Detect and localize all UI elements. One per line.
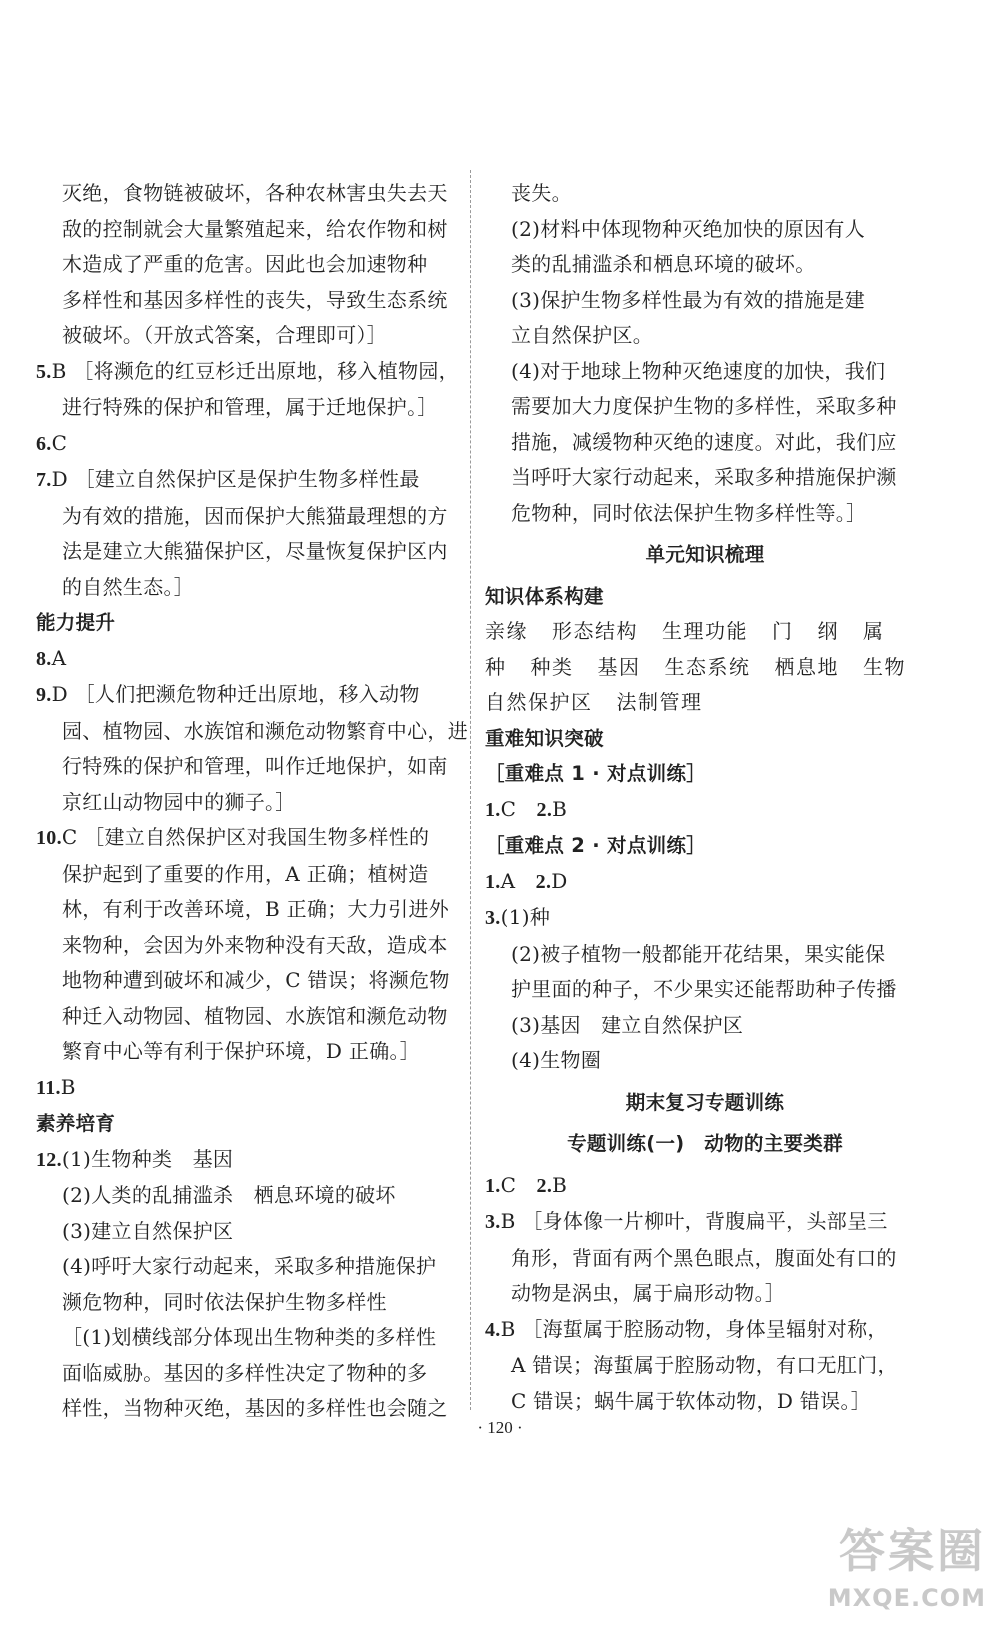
answer-text: 被破坏。（开放式答案，合理即可）］ — [62, 323, 388, 347]
answer-text: A 错误；海蜇属于腔肠动物，有口无肛门， — [511, 1353, 898, 1377]
text-line — [36, 499, 476, 535]
answer-text: 进行特殊的保护和管理，属于迁地保护。］ — [62, 395, 438, 419]
question-number: 11. — [36, 1076, 61, 1099]
answer-text: 重难知识突破 — [485, 726, 604, 750]
answer-text: ［重难点 2 · 对点训练］ — [485, 834, 707, 857]
keyword: 基因 — [597, 654, 641, 679]
answer-text: (2)人类的乱捕滥杀 栖息环境的破坏 — [62, 1183, 396, 1207]
text-line — [485, 176, 925, 212]
answer-item — [36, 354, 476, 391]
answer-text: 样性，当物种灭绝，基因的多样性也会随之 — [62, 1396, 448, 1420]
keyword: 纲 — [817, 619, 839, 643]
text-line — [485, 1276, 925, 1312]
answer-text: (1)种 — [500, 905, 551, 929]
answer-text: 需要加大力度保护生物的多样性，采取多种 — [511, 394, 897, 418]
answer-text: 知识体系构建 — [485, 584, 604, 608]
text-line — [485, 212, 925, 248]
section-heading — [485, 1126, 925, 1162]
text-line — [36, 283, 476, 319]
text-line — [485, 283, 925, 319]
text-line — [485, 354, 925, 390]
answer-text: 立自然保护区。 — [511, 323, 654, 347]
answer-text: 专题训练(一) 动物的主要类群 — [567, 1132, 843, 1155]
text-line — [36, 999, 476, 1035]
text-line — [485, 972, 925, 1008]
text-line — [36, 570, 476, 606]
text-line — [36, 212, 476, 248]
answer-text: 林，有利于改善环境，B 正确；大力引进外 — [62, 897, 450, 921]
section-heading — [485, 721, 925, 757]
answer-text: (1)生物种类 基因 — [61, 1146, 234, 1171]
text-line — [485, 425, 925, 461]
text-line — [485, 496, 925, 532]
section-heading — [36, 1106, 476, 1142]
question-number: 2. — [535, 870, 552, 893]
section-heading — [485, 537, 925, 573]
answer-text: (4)呼吁大家行动起来，采取多种措施保护 — [62, 1254, 437, 1278]
answer-item — [485, 1312, 925, 1349]
answer-item — [36, 1070, 476, 1107]
answer-item — [485, 900, 925, 937]
question-number: 2. — [536, 798, 553, 821]
text-line — [36, 1249, 476, 1285]
answer-text: B — [60, 1074, 76, 1099]
answer-text: 丧失。 — [511, 181, 572, 205]
keyword-row — [485, 614, 925, 650]
section-heading — [485, 828, 925, 864]
answer-text: D ［建立自然保护区是保护生物多样性最 — [51, 467, 420, 491]
answer-text: 灭绝，食物链被破坏，各种农林害虫失去天 — [62, 181, 448, 205]
answer-item — [485, 1168, 925, 1205]
text-line — [36, 928, 476, 964]
text-line — [36, 534, 476, 570]
answer-text: 当呼吁大家行动起来，采取多种措施保护濒 — [511, 465, 897, 489]
answer-text: 类的乱捕滥杀和栖息环境的破坏。 — [511, 252, 816, 276]
keyword: 属 — [863, 619, 885, 643]
answer-text: C ［建立自然保护区对我国生物多样性的 — [61, 825, 430, 849]
text-line — [36, 785, 476, 821]
answer-text: 保护起到了重要的作用，A 正确；植树造 — [62, 861, 429, 886]
answer-text: B ［将濒危的红豆杉迁出原地，移入植物园， — [51, 358, 459, 383]
answer-text: 的自然生态。］ — [62, 574, 195, 599]
text-line — [36, 1285, 476, 1321]
answer-text: (3)基因 建立自然保护区 — [511, 1012, 744, 1037]
answer-text: (3)建立自然保护区 — [62, 1218, 234, 1243]
answer-text: 多样性和基因多样性的丧失，导致生态系统 — [62, 287, 448, 312]
keyword: 法制管理 — [616, 690, 703, 714]
answer-text: C — [51, 430, 68, 455]
text-line — [36, 390, 476, 426]
section-heading — [485, 756, 925, 792]
text-line — [36, 1034, 476, 1070]
section-heading — [36, 605, 476, 641]
text-line — [485, 1043, 925, 1079]
text-line — [485, 318, 925, 354]
text-line — [36, 1356, 476, 1392]
answer-text: 护里面的种子，不少果实还能帮助种子传播 — [511, 977, 897, 1001]
text-line — [36, 749, 476, 785]
answer-item — [485, 1204, 925, 1241]
answer-text: 面临威胁。基因的多样性决定了物种的多 — [62, 1360, 428, 1385]
right-column — [485, 176, 925, 1419]
question-number: 7. — [36, 469, 52, 491]
keyword-row — [485, 650, 925, 686]
answer-text: 来物种，会因为外来物种没有天敌，造成本 — [62, 932, 448, 957]
text-line — [485, 1008, 925, 1044]
question-number: 5. — [36, 360, 52, 383]
answer-text: 地物种遭到破坏和减少，C 错误；将濒危物 — [62, 968, 450, 992]
keyword: 种类 — [530, 654, 574, 679]
keyword: 形态结构 — [552, 619, 638, 643]
answer-text: B — [552, 796, 568, 821]
answer-text: 行特殊的保护和管理，叫作迁地保护，如南 — [62, 754, 448, 778]
answer-text: C — [500, 796, 537, 821]
answer-item — [36, 462, 476, 499]
answer-text: 能力提升 — [36, 611, 116, 634]
watermark-url: MXQE.COM — [827, 1584, 986, 1612]
answer-text: 濒危物种，同时依法保护生物多样性 — [62, 1289, 387, 1314]
answer-text: 法是建立大熊猫保护区，尽量恢复保护区内 — [62, 539, 448, 563]
text-line — [36, 1320, 476, 1356]
question-number: 4. — [485, 1318, 501, 1341]
keyword: 生理功能 — [662, 619, 748, 643]
question-number: 6. — [36, 432, 52, 455]
text-line — [36, 247, 476, 283]
keyword: 生物 — [863, 654, 906, 679]
answer-text: A — [51, 645, 67, 670]
text-line — [36, 318, 476, 354]
answer-text: B — [552, 1172, 568, 1197]
answer-text: 繁育中心等有利于保护环境，D 正确。］ — [62, 1039, 421, 1063]
answer-text: 措施，减缓物种灭绝的速度。对此，我们应 — [511, 429, 897, 454]
answer-item — [485, 864, 925, 901]
text-line — [36, 176, 476, 212]
answer-text: B ［海蜇属于腔肠动物，身体呈辐射对称， — [500, 1316, 888, 1341]
answer-item — [36, 1142, 476, 1179]
answer-text: 敌的控制就会大量繁殖起来，给农作物和树 — [62, 216, 448, 241]
text-line — [485, 389, 925, 425]
answer-text: D — [551, 868, 568, 893]
text-line — [36, 1214, 476, 1250]
text-line — [485, 1384, 925, 1420]
page-number: · 120 · — [477, 1418, 523, 1437]
question-number: 1. — [485, 1174, 501, 1197]
keyword: 亲缘 — [485, 619, 528, 643]
text-line — [36, 963, 476, 999]
text-line — [485, 460, 925, 496]
answer-text: C — [500, 1172, 537, 1197]
keyword-row — [485, 685, 925, 721]
question-number: 3. — [485, 1211, 501, 1233]
answer-text: 动物是涡虫，属于扁形动物。］ — [511, 1281, 786, 1305]
answer-text: (2)材料中体现物种灭绝加快的原因有人 — [511, 216, 866, 241]
section-heading — [485, 579, 925, 615]
answer-item — [36, 426, 476, 463]
answer-text: B ［身体像一片柳叶，背腹扁平，头部呈三 — [500, 1209, 888, 1233]
answer-item — [36, 820, 476, 857]
question-number: 9. — [36, 684, 52, 706]
watermark-logo — [786, 1521, 986, 1641]
question-number: 10. — [36, 827, 62, 849]
answer-text: ［重难点 1 · 对点训练］ — [485, 762, 707, 785]
section-heading — [485, 1085, 925, 1121]
answer-text: 木造成了严重的危害。因此也会加速物种 — [62, 252, 428, 276]
text-line — [485, 1348, 925, 1384]
text-line — [485, 937, 925, 973]
answer-text: (4)对于地球上物种灭绝速度的加快，我们 — [511, 358, 886, 383]
watermark-text: 答案圈 — [839, 1524, 986, 1578]
text-line — [36, 857, 476, 893]
question-number: 2. — [536, 1174, 553, 1197]
keyword: 门 — [772, 619, 794, 643]
question-number: 8. — [36, 647, 52, 670]
text-line — [36, 892, 476, 928]
answer-text: 种迁入动物园、植物园、水族馆和濒危动物 — [62, 1003, 448, 1028]
answer-text: 单元知识梳理 — [645, 543, 765, 566]
answer-text: 危物种，同时依法保护生物多样性等。］ — [511, 500, 867, 525]
question-number: 1. — [485, 870, 501, 893]
left-column — [36, 176, 476, 1427]
answer-text: 京红山动物园中的狮子。］ — [62, 789, 296, 814]
answer-text: (3)保护生物多样性最为有效的措施是建 — [511, 287, 866, 312]
keyword: 种 — [485, 654, 507, 679]
answer-text: 角形，背面有两个黑色眼点，腹面处有口的 — [511, 1245, 897, 1270]
question-number: 3. — [485, 907, 501, 929]
question-number: 1. — [485, 798, 501, 821]
answer-text: 为有效的措施，因而保护大熊猫最理想的方 — [62, 503, 448, 528]
answer-text: 期末复习专题训练 — [625, 1090, 785, 1114]
text-line — [36, 714, 476, 750]
answer-text: A — [500, 868, 536, 893]
text-line — [36, 1178, 476, 1214]
answer-text: (4)生物圈 — [511, 1048, 602, 1072]
answer-text: ［(1)划横线部分体现出生物种类的多样性 — [62, 1325, 437, 1349]
text-line — [485, 1241, 925, 1277]
keyword: 生态系统 — [664, 654, 751, 679]
answer-item — [485, 792, 925, 829]
text-line — [485, 247, 925, 283]
keyword: 自然保护区 — [485, 690, 593, 714]
keyword: 栖息地 — [774, 654, 839, 679]
answer-text: 素养培育 — [36, 1112, 116, 1135]
answer-text: D ［人们把濒危物种迁出原地，移入动物 — [51, 682, 420, 706]
answer-text: (2)被子植物一般都能开花结果，果实能保 — [511, 941, 886, 966]
answer-text: C 错误；蜗牛属于软体动物，D 错误。］ — [511, 1388, 872, 1413]
question-number: 12. — [36, 1148, 62, 1171]
answer-item — [36, 677, 476, 714]
answer-text: 园、植物园、水族馆和濒危动物繁育中心，进 — [62, 718, 468, 743]
answer-item — [36, 641, 476, 678]
